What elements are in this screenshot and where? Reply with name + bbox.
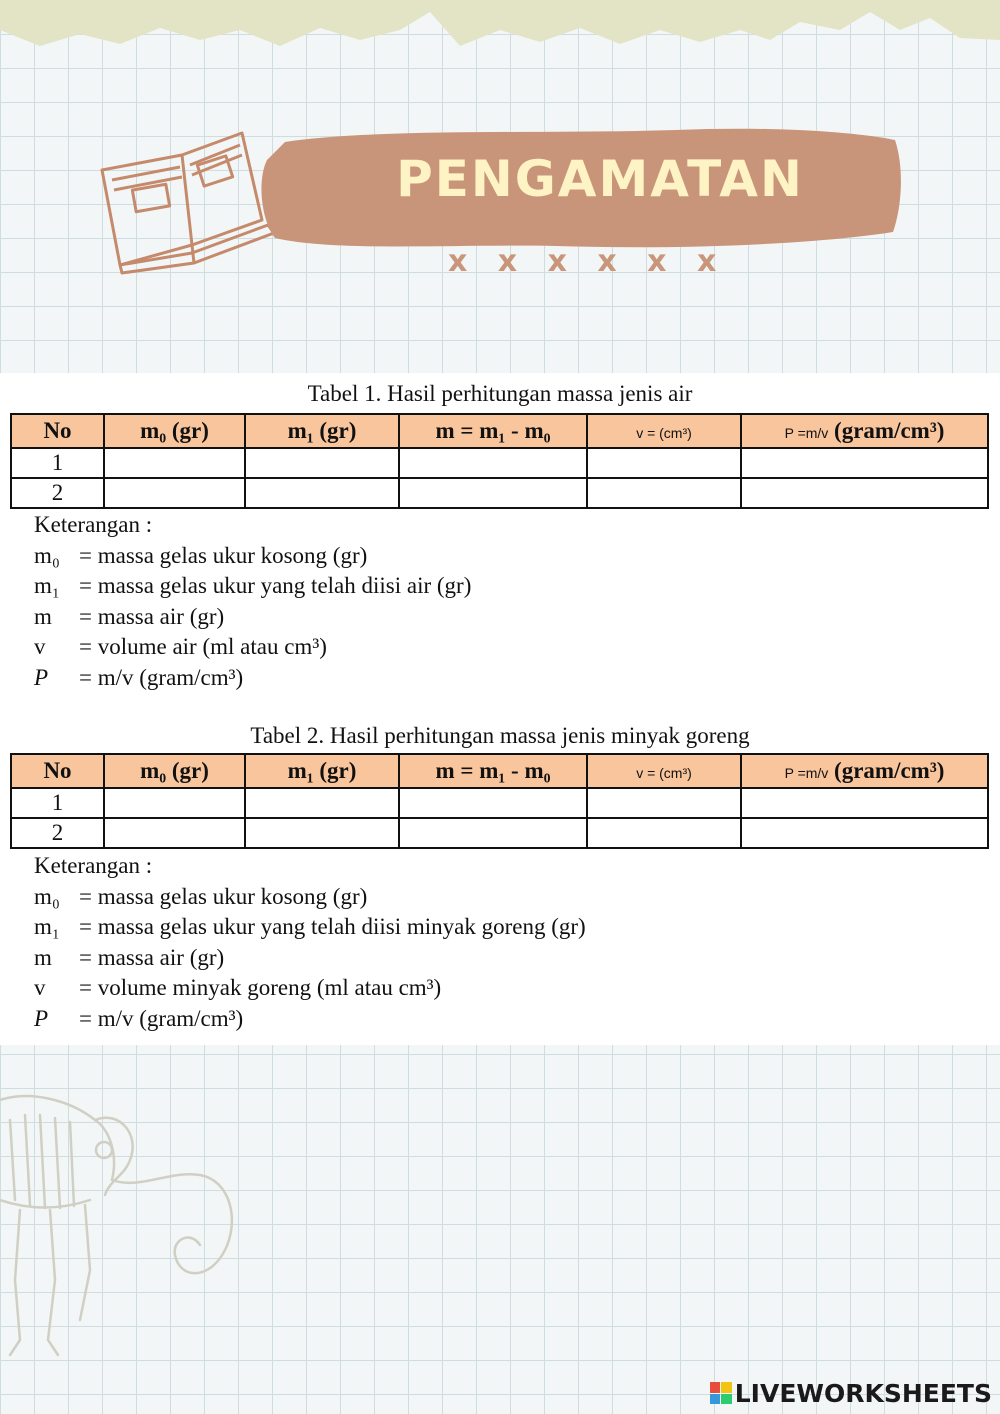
table1-caption: Tabel 1. Hasil perhitungan massa jenis air (307, 381, 693, 406)
legend-title: Keterangan : (34, 512, 153, 537)
header-v (587, 414, 741, 448)
brand-name: LIVEWORKSHEETS (734, 1378, 992, 1408)
legend-text: = massa gelas ukur kosong (gr) (79, 542, 368, 568)
legend-text: = volume minyak goreng (ml atau cm³) (79, 975, 442, 1000)
torn-paper-top (0, 0, 1000, 60)
legend-symbol: m (34, 603, 52, 629)
header-p-unit: (gram/cm³) (834, 758, 945, 783)
cell-m[interactable] (399, 788, 587, 818)
legend-text: = m/v (gram/cm³) (79, 1005, 244, 1031)
cell-m0[interactable] (104, 788, 245, 818)
cell-v[interactable] (587, 818, 741, 848)
cell-m1[interactable] (245, 818, 399, 848)
table2-caption: Tabel 2. Hasil perhitungan massa jenis minyak goreng (250, 723, 750, 748)
cell-m1[interactable] (245, 478, 399, 508)
header-v-label: v = (cm³) (636, 765, 692, 781)
legend-item (34, 571, 472, 602)
row-no: 2 (11, 478, 104, 508)
header-p (741, 414, 988, 448)
header-v (587, 754, 741, 788)
header-no: No (11, 754, 104, 788)
liveworksheets-logo-icon (710, 1382, 732, 1404)
header-m: m = m₁ - m₀ (399, 414, 587, 448)
cell-m0[interactable] (104, 448, 245, 478)
table1 (10, 413, 989, 509)
legend-symbol: m₁ (34, 914, 60, 939)
legend-text: = massa air (gr) (79, 603, 225, 629)
page-title: PENGAMATAN (396, 150, 804, 208)
liveworksheets-brand[interactable] (710, 1378, 992, 1408)
legend-item (34, 541, 368, 572)
legend-item (34, 943, 225, 974)
legend-text: = volume air (ml atau cm³) (79, 634, 327, 659)
header-p-unit: (gram/cm³) (834, 418, 945, 443)
cell-m0[interactable] (104, 818, 245, 848)
legend-text: = massa gelas ukur yang telah diisi air (gr) (79, 573, 472, 598)
legend-symbol: P (34, 1005, 49, 1031)
table-row (11, 448, 988, 478)
legend-symbol: m₀ (34, 542, 60, 568)
cell-p[interactable] (741, 448, 988, 478)
header-p-label: P =m/v (784, 425, 829, 441)
legend-text: = massa gelas ukur kosong (gr) (79, 883, 368, 909)
row-no: 1 (11, 788, 104, 818)
header-m0: m₀ (gr) (104, 754, 245, 788)
header-m1: m₁ (gr) (245, 414, 399, 448)
header-m1: m₁ (gr) (245, 754, 399, 788)
legend-text: = massa gelas ukur yang telah diisi minyak goreng (gr) (79, 914, 586, 939)
header-v-label: v = (cm³) (636, 425, 692, 441)
table-row (11, 788, 988, 818)
legend-item (34, 632, 327, 663)
table1-legend (34, 510, 472, 693)
cell-m1[interactable] (245, 448, 399, 478)
cell-p[interactable] (741, 818, 988, 848)
cell-p[interactable] (741, 478, 988, 508)
legend-symbol: v (34, 634, 46, 659)
mammoth-skeleton-icon (0, 1080, 250, 1360)
legend-item (34, 882, 368, 913)
cell-m0[interactable] (104, 478, 245, 508)
legend-text: = m/v (gram/cm³) (79, 664, 244, 690)
table-row (11, 818, 988, 848)
legend-symbol: m₀ (34, 883, 60, 909)
legend-item (34, 973, 442, 1004)
legend-text: = massa air (gr) (79, 944, 225, 970)
table2 (10, 753, 989, 849)
row-no: 2 (11, 818, 104, 848)
cell-p[interactable] (741, 788, 988, 818)
cell-v[interactable] (587, 478, 741, 508)
header-m: m = m₁ - m₀ (399, 754, 587, 788)
legend-item (34, 663, 244, 694)
table2-legend (34, 851, 586, 1034)
header-m0: m₀ (gr) (104, 414, 245, 448)
legend-symbol: m₁ (34, 573, 60, 598)
legend-item (34, 912, 586, 943)
cell-m[interactable] (399, 818, 587, 848)
legend-title: Keterangan : (34, 853, 153, 878)
header-no: No (11, 414, 104, 448)
cell-v[interactable] (587, 448, 741, 478)
cell-m[interactable] (399, 478, 587, 508)
x-decoration: x x x x x x (448, 244, 727, 279)
table-row (11, 478, 988, 508)
table-header-row (11, 754, 988, 788)
cell-v[interactable] (587, 788, 741, 818)
legend-symbol: m (34, 944, 52, 970)
legend-symbol: P (34, 664, 49, 690)
worksheet-content (0, 373, 1000, 1045)
header-p (741, 754, 988, 788)
legend-item (34, 602, 225, 633)
cell-m1[interactable] (245, 788, 399, 818)
book-icon (92, 125, 282, 275)
table-header-row (11, 414, 988, 448)
row-no: 1 (11, 448, 104, 478)
legend-item (34, 1004, 244, 1035)
header-p-label: P =m/v (784, 765, 829, 781)
cell-m[interactable] (399, 448, 587, 478)
legend-symbol: v (34, 975, 46, 1000)
